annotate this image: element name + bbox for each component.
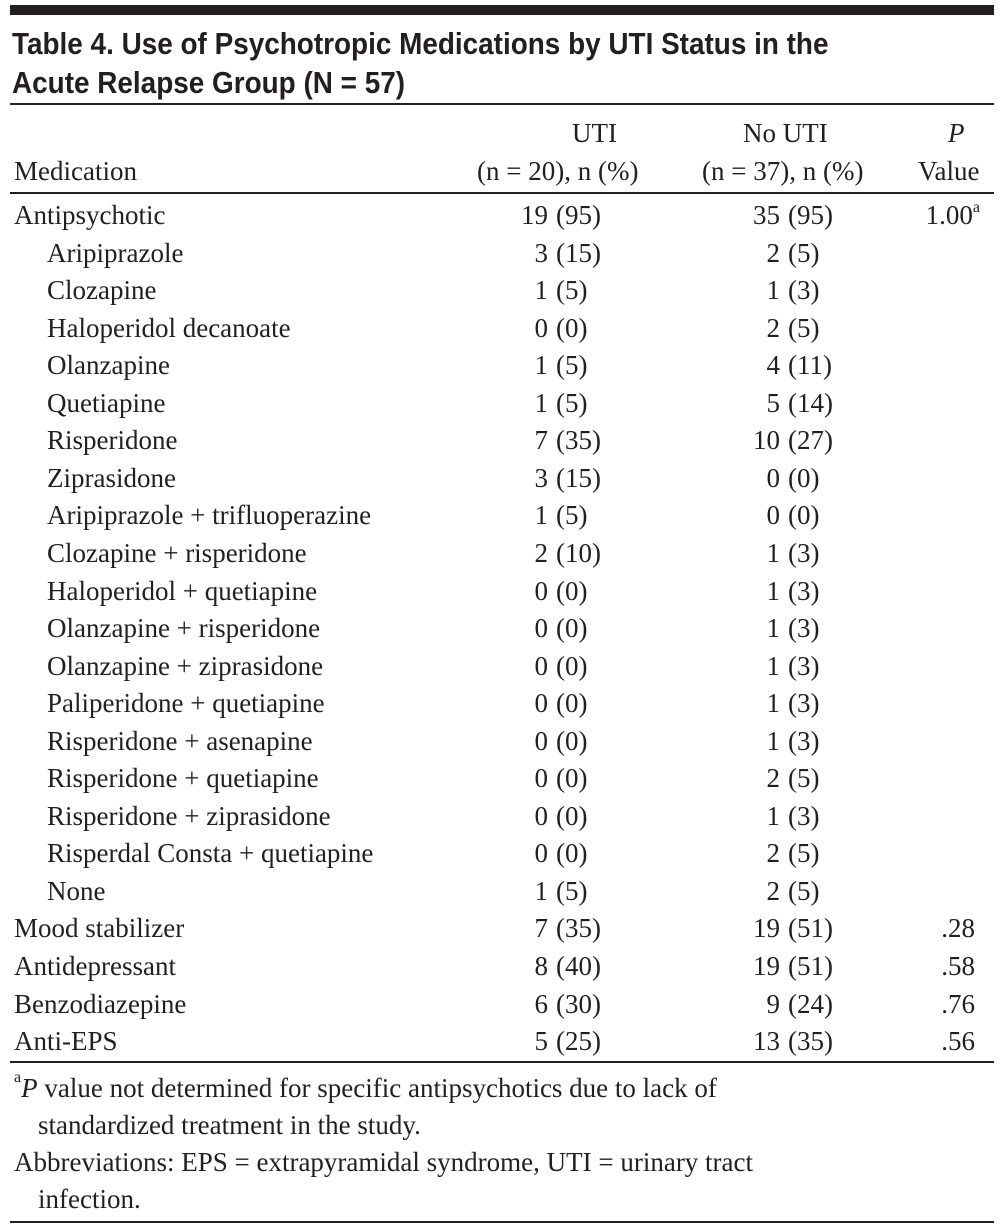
medication-label: Risperidone + ziprasidone (47, 800, 331, 831)
no-uti-count: 19 (753, 951, 780, 981)
table-row (0, 651, 1006, 681)
medication-label: Clozapine (47, 275, 157, 306)
table-row (0, 313, 1006, 343)
uti-count: 7 (534, 913, 548, 944)
p-value (926, 200, 980, 230)
no-uti-count: 2 (766, 875, 780, 906)
uti-percent: (15) (556, 237, 601, 268)
footnote-a (14, 1070, 974, 1144)
table-title-line1: Table 4. Use of Psychotropic Medications by UTI Status in the (12, 26, 829, 61)
header-no-uti-n: (n = 37), n (%) (702, 156, 864, 186)
uti-percent: (5) (556, 500, 588, 531)
medication-label: Quetiapine (47, 387, 166, 418)
p-value-text: .76 (941, 988, 975, 1019)
no-uti-percent: (3) (788, 800, 820, 831)
uti-percent: (0) (556, 613, 588, 644)
uti-count: 0 (534, 800, 548, 831)
medication-label: Haloperidol + quetiapine (47, 575, 318, 606)
no-uti-percent: (51) (788, 913, 833, 944)
table-row (0, 576, 1006, 606)
table-row (0, 1026, 1006, 1056)
uti-percent: (0) (556, 838, 588, 869)
no-uti-count: 13 (753, 1026, 780, 1057)
no-uti-count: 1 (766, 275, 780, 306)
uti-count: 0 (534, 312, 548, 343)
table-row (0, 350, 1006, 380)
no-uti-count: 4 (766, 350, 780, 381)
table-row (0, 538, 1006, 568)
header-p: P (948, 118, 965, 148)
uti-percent: (10) (556, 537, 601, 568)
no-uti-percent: (51) (788, 951, 833, 981)
medication-label: Risperdal Consta + quetiapine (47, 838, 374, 869)
no-uti-percent: (14) (788, 387, 833, 418)
no-uti-count: 19 (753, 913, 780, 944)
no-uti-percent: (3) (788, 725, 820, 756)
no-uti-percent: (0) (788, 462, 820, 493)
footnote-abbreviations (14, 1144, 974, 1218)
uti-count: 7 (534, 425, 548, 456)
no-uti-percent: (3) (788, 575, 820, 606)
uti-count: 1 (534, 350, 548, 381)
no-uti-percent: (27) (788, 425, 833, 456)
p-value (941, 1026, 975, 1056)
no-uti-count: 1 (766, 537, 780, 568)
uti-percent: (5) (556, 387, 588, 418)
medication-label: Olanzapine + ziprasidone (47, 650, 324, 681)
no-uti-percent: (3) (788, 275, 820, 306)
p-value (941, 951, 975, 981)
no-uti-count: 1 (766, 650, 780, 681)
uti-percent: (5) (556, 875, 588, 906)
table-row (0, 801, 1006, 831)
uti-percent: (40) (556, 951, 601, 981)
uti-count: 1 (534, 500, 548, 531)
medication-label: Risperidone + asenapine (47, 725, 313, 756)
no-uti-count: 9 (766, 988, 780, 1019)
uti-percent: (15) (556, 462, 601, 493)
uti-count: 3 (534, 237, 548, 268)
no-uti-count: 5 (766, 387, 780, 418)
medication-label: Antipsychotic (14, 200, 166, 230)
medication-label: Benzodiazepine (14, 988, 187, 1019)
medication-label: Anti-EPS (14, 1026, 118, 1057)
no-uti-count: 2 (766, 312, 780, 343)
footnote-marker: a (972, 199, 980, 216)
no-uti-percent: (5) (788, 763, 820, 794)
table-row (0, 463, 1006, 493)
uti-percent: (5) (556, 350, 588, 381)
header-p-value: Value (918, 156, 980, 186)
no-uti-count: 1 (766, 613, 780, 644)
medication-label: Olanzapine (47, 350, 170, 381)
no-uti-percent: (3) (788, 688, 820, 719)
medication-label: Antidepressant (14, 951, 176, 981)
no-uti-percent: (24) (788, 988, 833, 1019)
medication-label: Risperidone (47, 425, 178, 456)
no-uti-count: 2 (766, 763, 780, 794)
header-no-uti: No UTI (743, 118, 828, 148)
p-value-text: 1.00 (925, 200, 973, 230)
medication-label: Aripiprazole (47, 237, 184, 268)
no-uti-percent: (5) (788, 838, 820, 869)
table-title-line2: Acute Relapse Group (N = 57) (12, 65, 406, 100)
no-uti-count: 2 (766, 237, 780, 268)
p-value-text: .56 (941, 1026, 975, 1057)
header-medication: Medication (14, 156, 137, 186)
uti-percent: (95) (556, 200, 601, 230)
no-uti-count: 35 (753, 200, 780, 230)
uti-count: 2 (534, 537, 548, 568)
uti-count: 0 (534, 575, 548, 606)
uti-count: 0 (534, 725, 548, 756)
table-row (0, 913, 1006, 943)
table-bottom-rule (10, 1061, 994, 1063)
uti-percent: (0) (556, 312, 588, 343)
no-uti-percent: (3) (788, 613, 820, 644)
uti-percent: (0) (556, 763, 588, 794)
uti-percent: (25) (556, 1026, 601, 1057)
uti-percent: (35) (556, 425, 601, 456)
medication-label: Risperidone + quetiapine (47, 763, 319, 794)
uti-percent: (0) (556, 800, 588, 831)
p-value-text: .58 (941, 951, 975, 981)
uti-percent: (0) (556, 650, 588, 681)
medication-label: None (47, 875, 106, 906)
uti-count: 8 (534, 951, 548, 981)
table-row (0, 726, 1006, 756)
no-uti-percent: (3) (788, 650, 820, 681)
no-uti-count: 1 (766, 575, 780, 606)
top-thick-rule (10, 5, 994, 15)
no-uti-percent: (5) (788, 312, 820, 343)
title-rule (10, 103, 994, 105)
table-row (0, 989, 1006, 1019)
uti-count: 3 (534, 462, 548, 493)
uti-percent: (0) (556, 725, 588, 756)
uti-percent: (35) (556, 913, 601, 944)
table-row (0, 425, 1006, 455)
footnote-p: P (21, 1073, 38, 1103)
medication-label: Haloperidol decanoate (47, 312, 291, 343)
uti-count: 0 (534, 763, 548, 794)
header-uti: UTI (572, 118, 617, 148)
table-row (0, 688, 1006, 718)
no-uti-percent: (3) (788, 537, 820, 568)
no-uti-count: 1 (766, 725, 780, 756)
uti-percent: (5) (556, 275, 588, 306)
medication-label: Aripiprazole + trifluoperazine (47, 500, 372, 531)
table-row (0, 500, 1006, 530)
table-row (0, 876, 1006, 906)
p-value (941, 989, 975, 1019)
uti-count: 0 (534, 688, 548, 719)
uti-count: 0 (534, 650, 548, 681)
no-uti-count: 0 (766, 500, 780, 531)
table-row (0, 951, 1006, 981)
table-row (0, 388, 1006, 418)
uti-count: 0 (534, 613, 548, 644)
uti-count: 0 (534, 838, 548, 869)
no-uti-percent: (95) (788, 200, 833, 230)
footnote-marker: a (14, 1069, 22, 1086)
footnote-a-line1: value not determined for specific antipsychotics due to lack of (37, 1073, 717, 1103)
uti-count: 1 (534, 387, 548, 418)
no-uti-count: 1 (766, 688, 780, 719)
uti-percent: (0) (556, 575, 588, 606)
no-uti-count: 2 (766, 838, 780, 869)
no-uti-count: 1 (766, 800, 780, 831)
medication-label: Olanzapine + risperidone (47, 613, 321, 644)
uti-count: 1 (534, 275, 548, 306)
medication-label: Mood stabilizer (14, 913, 185, 944)
table-row (0, 200, 1006, 230)
uti-percent: (30) (556, 988, 601, 1019)
medication-label: Ziprasidone (47, 462, 176, 493)
no-uti-percent: (11) (788, 350, 832, 381)
uti-percent: (0) (556, 688, 588, 719)
footer-rule (10, 1221, 994, 1223)
uti-count: 5 (534, 1026, 548, 1057)
no-uti-percent: (5) (788, 237, 820, 268)
no-uti-count: 0 (766, 462, 780, 493)
uti-count: 6 (534, 988, 548, 1019)
abbr-line2: infection. (38, 1184, 141, 1214)
table-row (0, 763, 1006, 793)
table-row (0, 613, 1006, 643)
footnote-a-line2: standardized treatment in the study. (38, 1110, 421, 1140)
no-uti-percent: (0) (788, 500, 820, 531)
table-row (0, 838, 1006, 868)
medication-label: Paliperidone + quetiapine (47, 688, 325, 719)
abbr-line1: Abbreviations: EPS = extrapyramidal syndrome, UTI = urinary tract (14, 1147, 754, 1177)
header-uti-n: (n = 20), n (%) (477, 156, 639, 186)
uti-count: 19 (521, 200, 548, 230)
header-rule (10, 192, 994, 194)
uti-count: 1 (534, 875, 548, 906)
table-row (0, 238, 1006, 268)
no-uti-count: 10 (753, 425, 780, 456)
no-uti-percent: (5) (788, 875, 820, 906)
p-value-text: .28 (941, 913, 975, 944)
no-uti-percent: (35) (788, 1026, 833, 1057)
p-value (941, 913, 975, 943)
table-row (0, 275, 1006, 305)
medication-label: Clozapine + risperidone (47, 537, 307, 568)
